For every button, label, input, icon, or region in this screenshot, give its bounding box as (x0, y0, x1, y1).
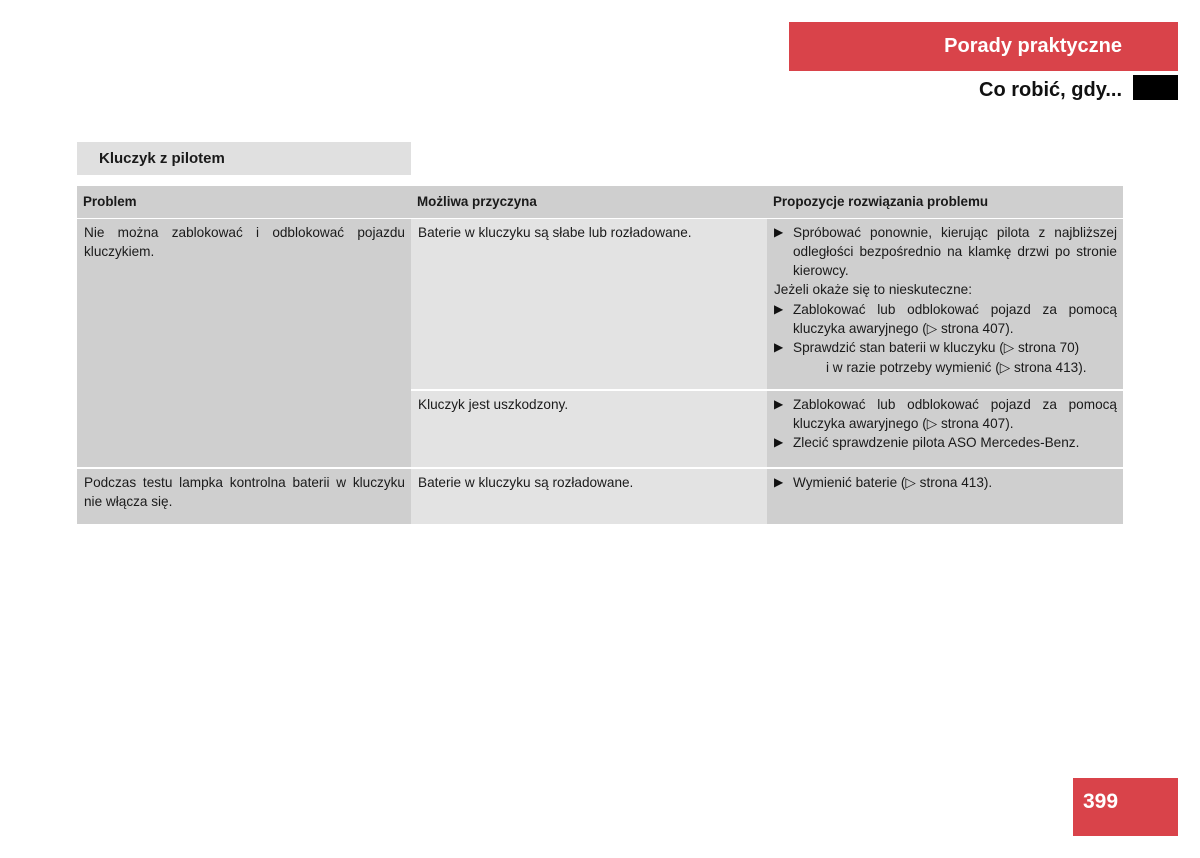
cause-cell: Baterie w kluczyku są słabe lub rozładowane. (411, 218, 767, 390)
triangle-right-icon: ▶ (774, 340, 784, 355)
solution-item: ▶ Sprawdzić stan baterii w kluczyku (▷ strona 70) (774, 338, 1117, 357)
cause-cell: Baterie w kluczyku są rozładowane. (411, 468, 767, 524)
troubleshooting-table (77, 186, 1123, 524)
problem-cell: Podczas testu lampka kontrolna baterii w kluczyku nie włącza się. (77, 468, 411, 524)
table-caption-text: Kluczyk z pilotem (99, 150, 225, 167)
solution-cell (767, 390, 1123, 468)
triangle-right-icon: ▶ (774, 301, 784, 316)
problem-cell: Nie można zablokować i odblokować pojazdu kluczykiem. (77, 218, 411, 468)
solution-item: ▶ Zlecić sprawdzenie pilota ASO Mercedes-Benz. (774, 433, 1117, 452)
triangle-right-icon: ▶ (774, 396, 784, 411)
triangle-right-icon: ▶ (774, 474, 784, 489)
solution-cell (767, 468, 1123, 524)
column-header-problem: Problem (77, 186, 411, 218)
column-header-solution: Propozycje rozwiązania problemu (767, 186, 1123, 218)
page-number: 399 (1073, 778, 1178, 836)
table-caption (77, 142, 411, 175)
solution-item: ▶ Spróbować ponownie, kierując pilota z najbliższej odległości bezpośrednio na klamkę drzwi po stronie kierowcy. (774, 224, 1117, 279)
subsection-title: Co robić, gdy... (979, 78, 1122, 101)
table-header-row (77, 186, 1123, 218)
triangle-right-icon: ▶ (774, 435, 784, 450)
solution-item: ▶ Zablokować lub odblokować pojazd za pomocą kluczyka awaryjnego (▷ strona 407). (774, 396, 1117, 431)
section-header (789, 22, 1178, 71)
cause-cell: Kluczyk jest uszkodzony. (411, 390, 767, 468)
section-title: Porady praktyczne (944, 35, 1122, 57)
table-row (77, 468, 1123, 524)
column-header-cause: Możliwa przyczyna (411, 186, 767, 218)
solution-item: ▶ Zablokować lub odblokować pojazd za pomocą kluczyka awaryjnego (▷ strona 407). (774, 301, 1117, 336)
solution-cell (767, 218, 1123, 390)
solution-note: Jeżeli okaże się to nieskuteczne: (774, 282, 972, 298)
solution-continuation: i w razie potrzeby wymienić (▷ strona 413). (826, 359, 1087, 375)
black-tab-marker (1133, 75, 1178, 100)
triangle-right-icon: ▶ (774, 224, 784, 239)
table-row (77, 218, 1123, 390)
solution-item: ▶ Wymienić baterie (▷ strona 413). (774, 473, 1117, 492)
